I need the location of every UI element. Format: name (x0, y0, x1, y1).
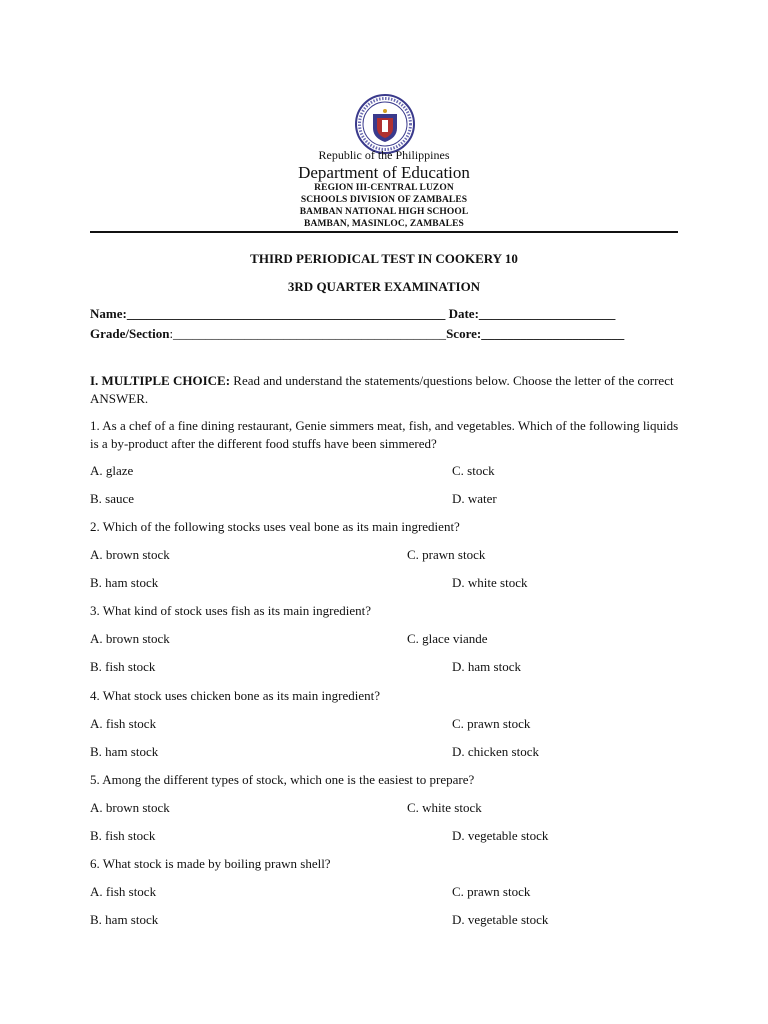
choice-d[interactable]: D. white stock (452, 575, 528, 590)
choice-a[interactable]: A. fish stock (90, 884, 157, 899)
choice-d[interactable]: D. water (452, 491, 497, 506)
choice-a[interactable]: A. glaze (90, 463, 134, 478)
address-line: BAMBAN, MASINLOC, ZAMBALES (304, 219, 464, 229)
grade-section-field[interactable]: :__________________________________________ (169, 326, 447, 341)
choice-c[interactable]: C. stock (452, 463, 495, 478)
school-line: BAMBAN NATIONAL HIGH SCHOOL (299, 207, 469, 217)
region-line: REGION III-CENTRAL LUZON (314, 183, 454, 193)
department-title: Department of Education (298, 163, 470, 182)
choice-c[interactable]: C. glace viande (407, 631, 488, 646)
choice-c[interactable]: C. prawn stock (452, 884, 531, 899)
name-label: Name: (90, 306, 127, 321)
choice-d[interactable]: D. vegetable stock (452, 912, 549, 927)
choice-b[interactable]: B. ham stock (90, 912, 159, 927)
choice-d[interactable]: D. vegetable stock (452, 828, 549, 843)
grade-section-label: Grade/Section (90, 326, 170, 341)
question-text: 6. What stock is made by boiling prawn shell? (90, 856, 331, 871)
question-text: 3. What kind of stock uses fish as its main ingredient? (90, 603, 372, 618)
score-label: Score: (446, 326, 482, 341)
date-label: Date: (445, 306, 479, 321)
choice-b[interactable]: B. ham stock (90, 575, 159, 590)
instructions (90, 372, 682, 408)
choice-b[interactable]: B. ham stock (90, 744, 159, 759)
division-line: SCHOOLS DIVISION OF ZAMBALES (300, 195, 468, 205)
choice-c[interactable]: C. prawn stock (452, 716, 531, 731)
deped-seal-icon (355, 94, 415, 154)
exam-title: THIRD PERIODICAL TEST IN COOKERY 10 (250, 251, 518, 266)
question-text: 4. What stock uses chicken bone as its main ingredient? (90, 688, 381, 703)
choice-a[interactable]: A. fish stock (90, 716, 157, 731)
choice-c[interactable]: C. prawn stock (407, 547, 486, 562)
choice-b[interactable]: B. fish stock (90, 659, 156, 674)
header-divider (90, 231, 678, 233)
republic-line: Republic of the Philippines (318, 148, 450, 162)
name-field[interactable]: _________________________________________________ (126, 306, 446, 321)
date-field[interactable]: _____________________ (478, 306, 616, 321)
choice-b[interactable]: B. sauce (90, 491, 135, 506)
choice-b[interactable]: B. fish stock (90, 828, 156, 843)
question-text: 5. Among the different types of stock, which one is the easiest to prepare? (90, 772, 475, 787)
instructions-heading: I. MULTIPLE CHOICE: (90, 373, 231, 388)
question-text: 1. As a chef of a fine dining restaurant, Genie simmers meat, fish, and vegetables. Which of the following liquids is a by-product after the different food stuffs have been simmered? (90, 418, 679, 451)
exam-subtitle: 3RD QUARTER EXAMINATION (287, 279, 481, 294)
grade-score-row (90, 326, 624, 342)
choice-a[interactable]: A. brown stock (90, 631, 170, 646)
choice-d[interactable]: D. ham stock (452, 659, 521, 674)
name-date-row (90, 306, 615, 322)
choice-a[interactable]: A. brown stock (90, 800, 170, 815)
instructions-text: Read and understand the statements/questions below. Choose the letter of the correct ANSWER. (90, 373, 674, 406)
question-text: 2. Which of the following stocks uses veal bone as its main ingredient? (90, 519, 460, 534)
score-field[interactable]: ______________________ (481, 326, 625, 341)
choice-c[interactable]: C. white stock (407, 800, 482, 815)
choice-d[interactable]: D. chicken stock (452, 744, 540, 759)
choice-a[interactable]: A. brown stock (90, 547, 170, 562)
